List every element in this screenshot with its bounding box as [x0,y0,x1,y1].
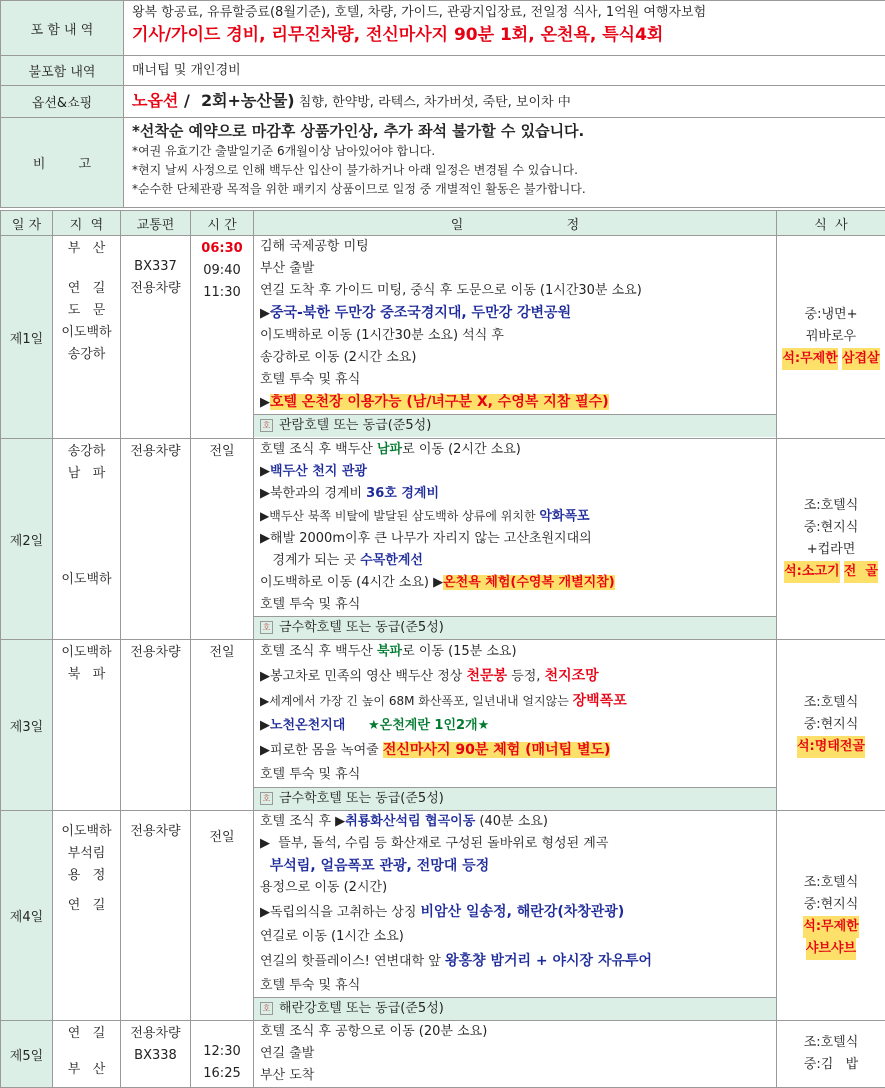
day1-meal-3: 석:무제한 [782,348,837,370]
day4-region-3: 용 정 [53,865,120,887]
day3-region [53,640,121,811]
massage-highlight: 전신마사지 90분 체험 (매너팁 별도) [383,742,611,758]
day1-s3: 연길 도착 후 가이드 미팅, 중식 후 도문으로 이동 (1시간30분 소요) [254,280,776,302]
day3-hotel [254,787,776,810]
day2-region [53,439,121,640]
day4-region [53,811,121,1021]
treeline-highlight: 수목한계선 [360,553,423,568]
day3-s1 [254,640,776,664]
day4-s6: 연길로 이동 (1시간 소요) [254,926,776,948]
day2-label: 제2일 [1,439,53,640]
text: 이도백하로 이동 (4시간 소요) ▶ [260,575,443,590]
arrow: ▶ [260,464,270,479]
option-shopping-list: 침향, 한약방, 라텍스, 차가버섯, 죽탄, 보이차 中 [295,95,571,110]
text: (40분 소요) [475,814,548,829]
day1-schedule [254,236,777,439]
heaven-lake-highlight: 백두산 천지 관광 [270,464,367,479]
day1-meal [777,236,885,439]
day1-region-2: 연 길 [53,278,120,300]
day4-time-1: 전일 [191,827,253,849]
day2-s3 [254,483,776,505]
egg-highlight: ★온천계란 1인2개★ [345,718,489,733]
summary-table [0,0,885,208]
day5-meal [777,1021,885,1088]
remark-value [124,118,885,208]
day3-s4 [254,714,776,738]
day1-time [191,236,254,439]
day2-time [191,439,254,640]
day4-s5 [254,899,776,926]
header-day: 일 자 [1,211,53,236]
day4-s4: 용정으로 이동 (2시간) [254,877,776,899]
day1-hotel [254,414,776,437]
day2-s6 [254,550,776,572]
day1-meal-4: 삼겹살 [842,348,880,370]
exclude-value: 매너팁 및 개인경비 [124,56,885,86]
day2-row [1,439,885,640]
day3-region-2: 북 파 [53,664,120,686]
day5-s1: 호텔 조식 후 공항으로 이동 (20분 소요) [254,1021,776,1043]
day2-region-3: 이도백하 [53,569,120,591]
day5-region [53,1021,121,1088]
day1-s4-highlight: 중국-북한 두만강 중조국경지대, 두만강 강변공원 [270,305,571,321]
day1-meal-1: 중:냉면+ [781,304,881,326]
day4-meal-4: 샤브샤브 [806,938,856,960]
nampa-highlight: 남파 [377,442,402,457]
day1-s1: 김해 국제공항 미팅 [254,236,776,258]
lake-view-highlight: 천지조망 [545,668,599,684]
day3-meal [777,640,885,811]
day5-label: 제5일 [1,1021,53,1088]
day2-meal-3: +컵라면 [781,539,881,561]
text: ▶독립의식을 고취하는 상징 [260,905,421,920]
hotspring-highlight: 온천욕 체험(수영복 개별지참) [443,575,615,590]
waterfall-highlight: 악화폭포 [539,509,589,524]
remark-2: *현지 날씨 사정으로 인해 백두산 입산이 불가하거나 아래 일정은 변경될 수 있습니다. [132,161,877,180]
day4-s2: ▶ 뜰부, 돌석, 수림 등 화산재로 구성된 돌바위로 형성된 계곡 [254,833,776,855]
day5-time-1: 12:30 [191,1041,253,1063]
day2-s4 [254,505,776,528]
day1-region-4: 이도백하 [53,322,120,344]
text: ▶봉고차로 민족의 영산 백두산 정상 [260,669,466,684]
day3-transport [121,640,191,811]
day1-s8-highlight: 호텔 온천장 이용가능 (남/녀구분 X, 수영복 지참 필수) [270,394,609,410]
text: ▶세계에서 가장 긴 높이 68M 화산폭포, 일년내내 얼지않는 [260,694,573,708]
day4-s7 [254,948,776,975]
day2-region-1: 송강하 [53,441,120,463]
day1-s7: 호텔 투숙 및 휴식 [254,369,776,391]
include-label: 포 함 내 역 [1,1,124,56]
day2-meal [777,439,885,640]
header-row [1,211,885,236]
day1-time-3: 11:30 [191,282,253,304]
include-value [124,1,885,56]
day5-row [1,1021,885,1088]
no-option-text: 노옵션 [132,91,178,110]
bukpa-highlight: 북파 [377,644,402,659]
day2-s7 [254,572,776,594]
day2-s8: 호텔 투숙 및 휴식 [254,594,776,616]
text: 등정, [507,669,545,684]
day1-region-1: 부 산 [53,238,120,260]
text: 호텔 조식 후 백두산 [260,644,377,659]
text: ▶백두산 북쪽 비탈에 발달된 삼도백하 상류에 위치한 [260,509,539,523]
day1-time-2: 09:40 [191,260,253,282]
option-shopping-count: 2회+농산물) [201,91,295,110]
day4-meal-2: 중:현지식 [781,894,881,916]
day2-transport [121,439,191,640]
day4-schedule [254,811,777,1021]
day1-region [53,236,121,439]
include-line2: 기사/가이드 경비, 리무진차량, 전신마사지 90분 1회, 온천욕, 특식4회 [132,22,877,48]
day1-s4 [254,302,776,325]
day3-meal-3: 석:명태전골 [797,736,865,758]
day4-hotel-name: 해란강호텔 또는 동급(준5성) [279,1001,444,1016]
hotel-icon: 호 [260,419,273,432]
day5-time [191,1021,254,1088]
header-schedule: 일 정 [254,211,777,236]
waterfall-highlight: 장백폭포 [573,693,627,709]
day5-time-2: 16:25 [191,1063,253,1085]
day4-meal-1: 조:호텔식 [781,872,881,894]
day3-label: 제3일 [1,640,53,811]
night-market-highlight: 왕홍챵 밤거리 + 야시장 자유투어 [445,953,652,969]
text: 로 이동 (15분 소요) [402,644,516,659]
itinerary-table [0,210,885,1088]
option-label: 옵션&쇼핑 [1,86,124,118]
day4-row [1,811,885,1021]
day5-s2: 연길 출발 [254,1043,776,1065]
day1-label: 제1일 [1,236,53,439]
arrow: ▶ [260,395,270,410]
hotel-icon: 호 [260,1002,273,1015]
day4-region-1: 이도백하 [53,821,120,843]
remark-1: *여권 유효기간 출발일기준 6개월이상 남아있어야 합니다. [132,142,877,161]
day1-s6: 송강하로 이동 (2시간 소요) [254,347,776,369]
day1-flight: BX337 [121,256,190,278]
header-region: 지 역 [53,211,121,236]
text: ▶피로한 몸을 녹여줄 [260,743,383,758]
day5-meal-2: 중:김 밥 [781,1054,881,1076]
header-transport: 교통편 [121,211,191,236]
day5-flight: BX338 [121,1045,190,1067]
hotel-icon: 호 [260,792,273,805]
day3-meal-2: 중:현지식 [781,714,881,736]
day3-meal-1: 조:호텔식 [781,692,881,714]
remark-big: *선착순 예약으로 마감후 상품가인상, 추가 좌석 불가할 수 있습니다. [132,120,877,142]
day2-meal-4: 석:소고기 [784,561,839,583]
day4-transport [121,811,191,1021]
day2-hotel [254,616,776,639]
header-time: 시 간 [191,211,254,236]
day4-hotel [254,997,776,1020]
boundary-highlight: 36호 경계비 [366,486,439,501]
day2-meal-5: 전 골 [844,561,878,583]
day3-region-1: 이도백하 [53,642,120,664]
arrow: ▶ [260,306,270,321]
day4-s1 [254,811,776,833]
day1-region-3: 도 문 [53,300,120,322]
day5-schedule [254,1021,777,1088]
day2-schedule [254,439,777,640]
day4-meal-3: 석:무제한 [803,916,858,938]
text: 호텔 조식 후 백두산 [260,442,377,457]
day3-s3 [254,689,776,714]
history-highlight: 비암산 일송정, 해란강(차창관광) [421,904,625,920]
open-hotspring-highlight: 노천온천지대 [270,718,345,733]
day1-vehicle: 전용차량 [121,278,190,300]
text: ▶북한과의 경계비 [260,486,366,501]
option-value [124,86,885,118]
canyon-highlight: 취룡화산석림 협곡이동 [345,814,475,829]
day5-region-2: 부 산 [53,1059,120,1081]
day2-vehicle: 전용차량 [121,441,190,463]
day4-region-4: 연 길 [53,895,120,917]
day1-hotel-name: 관람호텔 또는 동급(준5성) [279,418,431,433]
day2-meal-1: 조:호텔식 [781,495,881,517]
day3-hotel-name: 금수학호텔 또는 동급(준5성) [279,791,444,806]
day5-transport [121,1021,191,1088]
hotel-icon: 호 [260,621,273,634]
day2-s5: ▶해발 2000m이후 큰 나무가 자리지 않는 고산초원지대의 [254,528,776,550]
day2-time-1: 전일 [191,441,253,463]
day5-s3: 부산 도착 [254,1065,776,1087]
arrow: ▶ [260,718,270,733]
day4-region-2: 부석림 [53,843,120,865]
day1-time-1: 06:30 [191,238,253,260]
day2-s1 [254,439,776,461]
day4-vehicle: 전용차량 [121,821,190,843]
text: 연길의 핫플레이스! 연변대학 앞 [260,954,445,969]
day3-schedule [254,640,777,811]
day1-s5: 이도백하로 이동 (1시간30분 소요) 석식 후 [254,325,776,347]
day2-hotel-name: 금수학호텔 또는 동급(준5성) [279,620,444,635]
day3-s2 [254,664,776,689]
exclude-label: 불포함 내역 [1,56,124,86]
day1-region-5: 송강하 [53,344,120,366]
day2-region-2: 남 파 [53,463,120,485]
remark-3: *순수한 단체관광 목적을 위한 패키지 상품이므로 일정 중 개별적인 활동은 불가합니다. [132,180,877,199]
day4-time [191,811,254,1021]
option-slash: / [178,91,201,110]
remark-label: 비 고 [1,118,124,208]
day4-label: 제4일 [1,811,53,1021]
day2-meal-2: 중:현지식 [781,517,881,539]
day3-s5 [254,738,776,763]
day3-time [191,640,254,811]
text: 호텔 조식 후 ▶ [260,814,345,829]
day4-s8: 호텔 투숙 및 휴식 [254,975,776,997]
day1-row [1,236,885,439]
day3-s6: 호텔 투숙 및 휴식 [254,763,776,787]
header-meal: 식 사 [777,211,885,236]
day4-s3: 부석림, 얼음폭포 관광, 전망대 등정 [254,855,776,877]
include-line1: 왕복 항공료, 유류할증료(8월기준), 호텔, 차량, 가이드, 관광지입장료, 전일정 식사, 1억원 여행자보험 [132,4,877,22]
day5-meal-1: 조:호텔식 [781,1032,881,1054]
text: 로 이동 (2시간 소요) [402,442,521,457]
text: 경계가 되는 곳 [260,553,360,568]
day3-vehicle: 전용차량 [121,642,190,664]
day1-s2: 부산 출발 [254,258,776,280]
day4-meal [777,811,885,1021]
day1-transport [121,236,191,439]
peak-highlight: 천문봉 [466,668,507,684]
day2-s2 [254,461,776,483]
day1-meal-2: 꿔바로우 [781,326,881,348]
day3-row [1,640,885,811]
day5-vehicle: 전용차량 [121,1023,190,1045]
day5-region-1: 연 길 [53,1023,120,1045]
day3-time-1: 전일 [191,642,253,664]
day1-s8 [254,391,776,414]
